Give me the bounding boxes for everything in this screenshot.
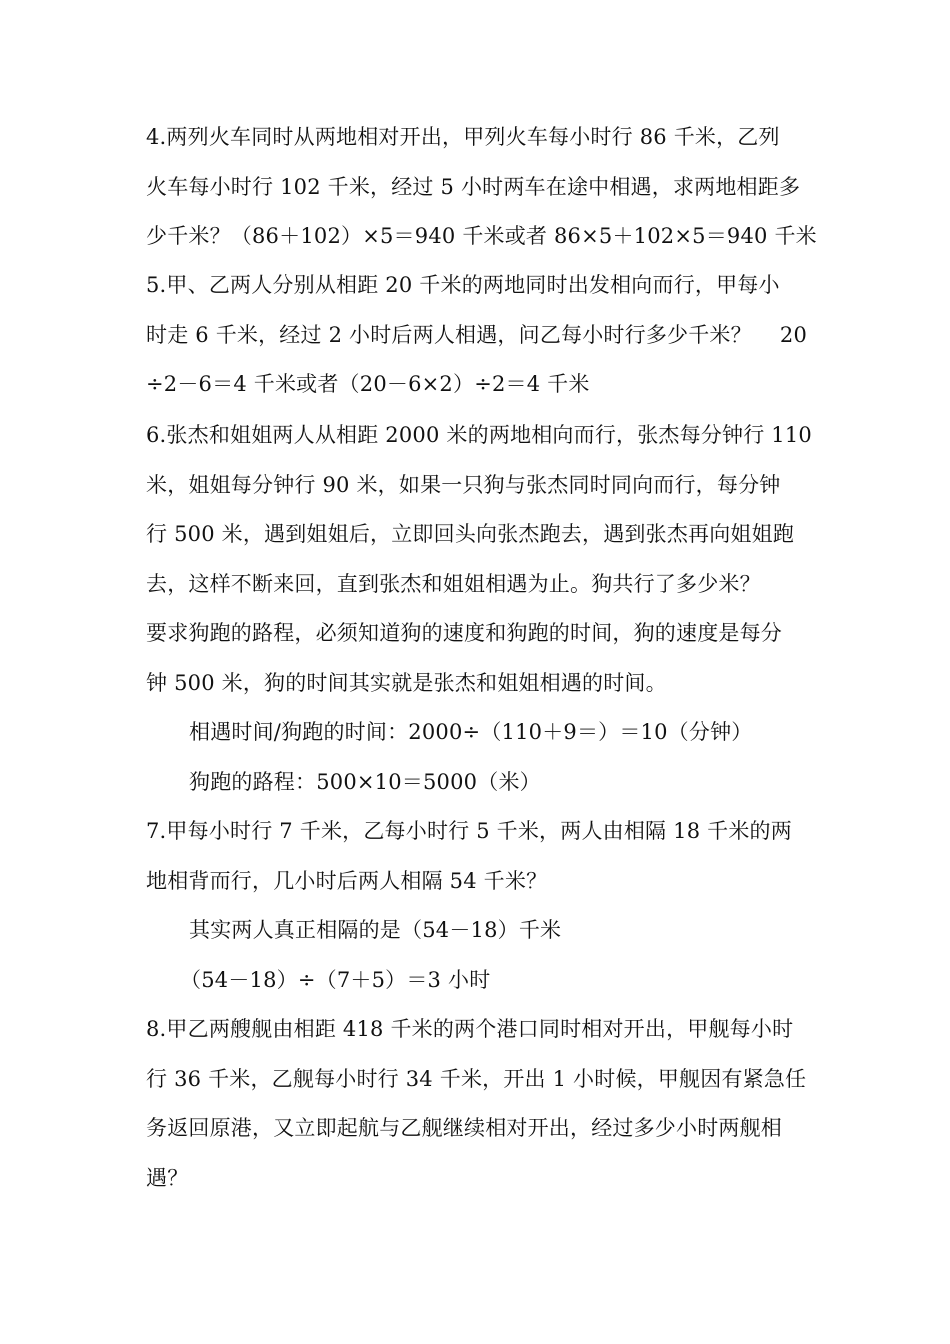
problem-6-line-2: 米，姐姐每分钟行 90 米，如果一只狗与张杰同时同向而行，每分钟 bbox=[146, 473, 781, 497]
problem-8-line-4: 遇？ bbox=[146, 1166, 189, 1190]
problem-5-line-1: 5.甲、乙两人分别从相距 20 千米的两地同时出发相向而行，甲每小 bbox=[146, 273, 780, 297]
problem-6-explanation-2: 钟 500 米，狗的时间其实就是张杰和姐姐相遇的时间。 bbox=[146, 671, 667, 695]
problem-6-line-3: 行 500 米，遇到姐姐后，立即回头向张杰跑去，遇到张杰再向姐姐跑 bbox=[146, 522, 795, 546]
problem-6-step-2: 狗跑的路程：500×10＝5000（米） bbox=[189, 770, 541, 794]
problem-7-step-1: 其实两人真正相隔的是（54－18）千米 bbox=[189, 918, 562, 942]
problem-5-answer: ÷2－6＝4 千米或者（20－6×2）÷2＝4 千米 bbox=[146, 372, 590, 396]
problem-8-line-2: 行 36 千米，乙舰每小时行 34 千米，开出 1 小时候，甲舰因有紧急任 bbox=[146, 1067, 807, 1091]
problem-6-explanation-1: 要求狗跑的路程，必须知道狗的速度和狗跑的时间，狗的速度是每分 bbox=[146, 621, 782, 645]
problem-8-line-3: 务返回原港，又立即起航与乙舰继续相对开出，经过多少小时两舰相 bbox=[146, 1116, 782, 1140]
problem-5-line-2: 时走 6 千米，经过 2 小时后两人相遇，问乙每小时行多少千米？ 20 bbox=[146, 323, 808, 347]
problem-6-line-4: 去，这样不断来回，直到张杰和姐姐相遇为止。狗共行了多少米？ bbox=[146, 572, 761, 596]
problem-6-line-1: 6.张杰和姐姐两人从相距 2000 米的两地相向而行，张杰每分钟行 110 bbox=[146, 423, 812, 447]
problem-4-line-2: 火车每小时行 102 千米，经过 5 小时两车在途中相遇，求两地相距多 bbox=[146, 175, 801, 199]
problem-7-line-1: 7.甲每小时行 7 千米，乙每小时行 5 千米，两人由相隔 18 千米的两 bbox=[146, 819, 792, 843]
problem-7-step-2: （54－18）÷（7＋5）＝3 小时 bbox=[180, 968, 491, 992]
problem-7-line-2: 地相背而行，几小时后两人相隔 54 千米？ bbox=[146, 869, 548, 893]
problem-6-step-1: 相遇时间/狗跑的时间：2000÷（110＋9＝）＝10（分钟） bbox=[189, 720, 753, 744]
problem-4-line-1: 4.两列火车同时从两地相对开出，甲列火车每小时行 86 千米，乙列 bbox=[146, 125, 780, 149]
problem-4-answer: 少千米？（86＋102）×5＝940 千米或者 86×5＋102×5＝940 千米 bbox=[146, 224, 817, 248]
problem-8-line-1: 8.甲乙两艘舰由相距 418 千米的两个港口同时相对开出，甲舰每小时 bbox=[146, 1017, 794, 1041]
